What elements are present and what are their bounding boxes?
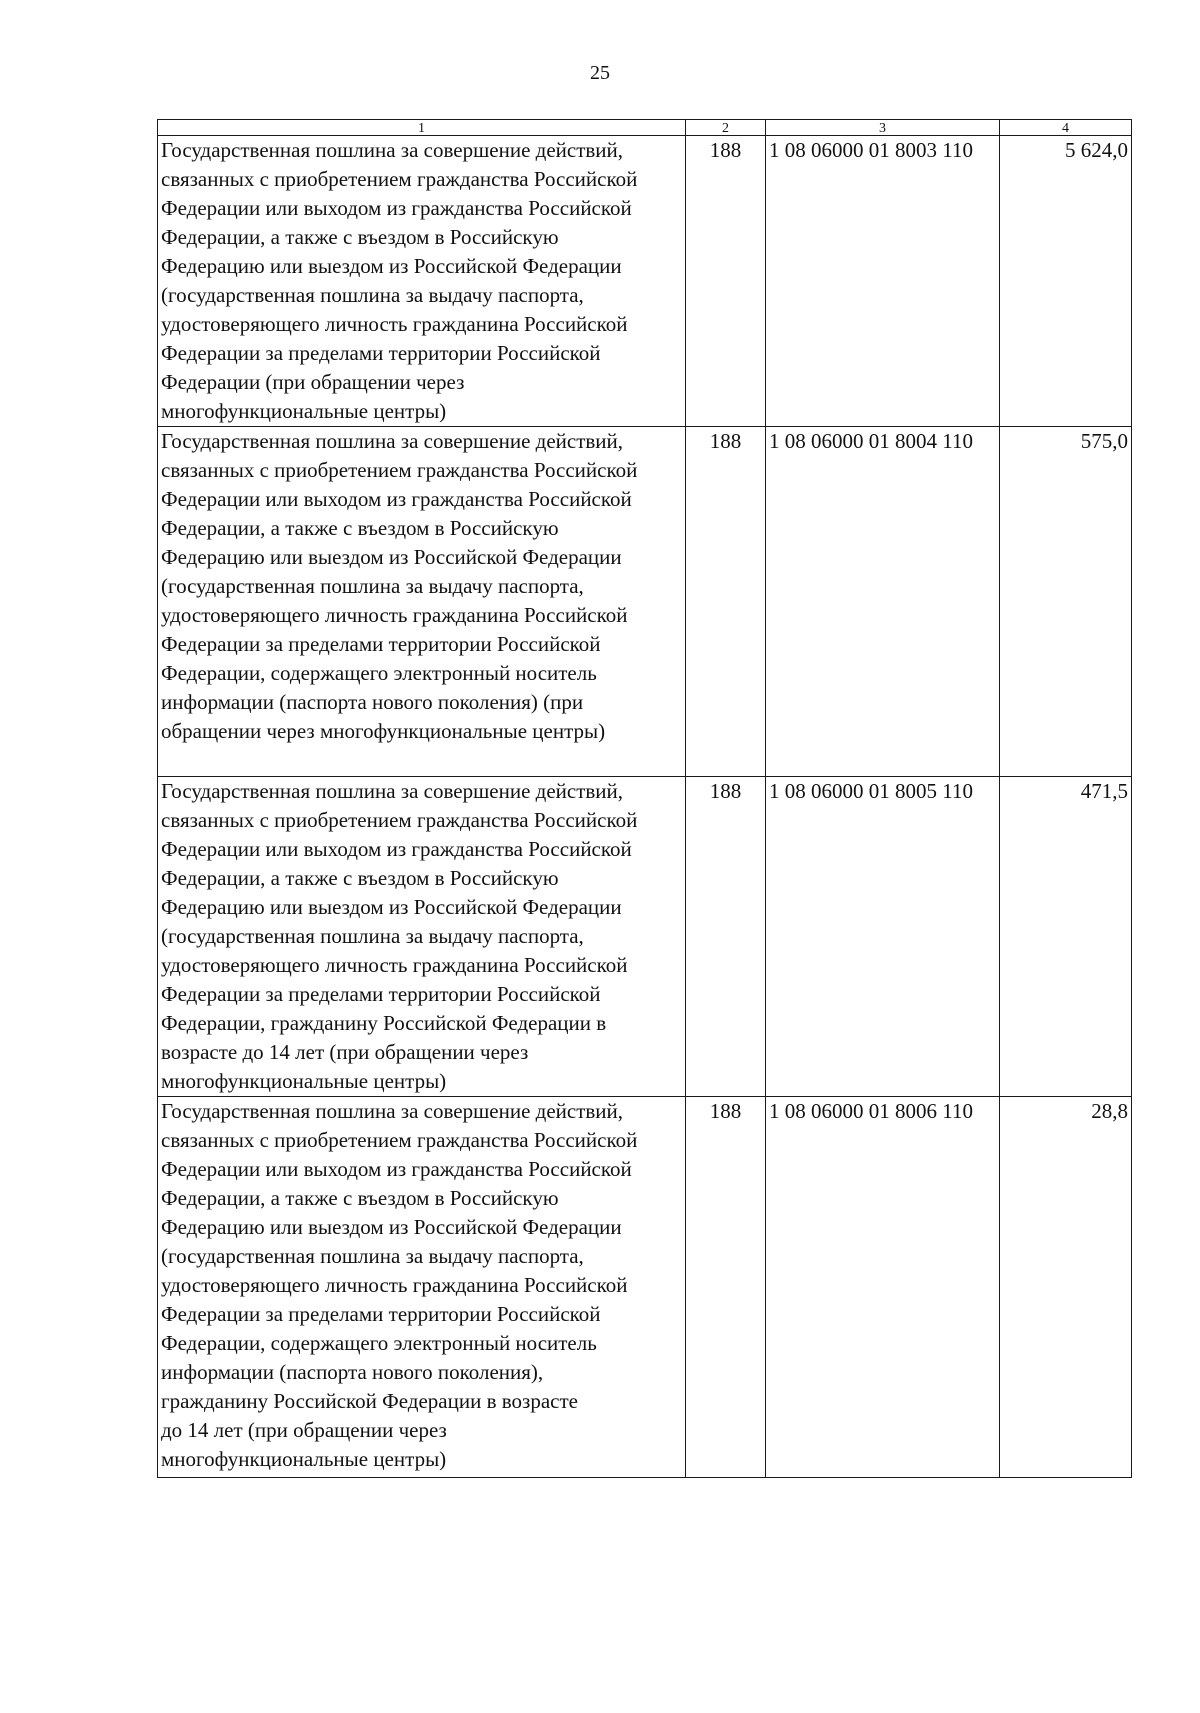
amount-value: 5 624,0 — [1000, 136, 1132, 427]
budget-classification-code: 1 08 06000 01 8003 110 — [766, 136, 1000, 427]
description-line: многофункциональные центры) — [161, 1447, 447, 1471]
description-line: обращении через многофункциональные центры) — [161, 719, 606, 743]
description-line: Федерации за пределами территории Российской — [161, 341, 601, 365]
description-line: Федерацию или выездом из Российской Федерации — [161, 545, 622, 569]
administrator-code: 188 — [686, 136, 766, 427]
description-line: информации (паспорта нового поколения) (при — [161, 690, 584, 714]
description-line: многофункциональные центры) — [161, 1069, 447, 1093]
amount-value: 471,5 — [1000, 777, 1132, 1097]
column-number-4: 4 — [1000, 120, 1132, 136]
description-line: Федерации, содержащего электронный носитель — [161, 1331, 597, 1355]
fees-table — [157, 119, 1132, 1478]
table-row — [158, 777, 1132, 1097]
table-row — [158, 1097, 1132, 1478]
description-line: удостоверяющего личность гражданина Российской — [161, 312, 628, 336]
description-line: Федерацию или выездом из Российской Федерации — [161, 1215, 622, 1239]
description-line: Государственная пошлина за совершение действий, — [161, 779, 624, 803]
description-line: Федерации за пределами территории Российской — [161, 632, 601, 656]
budget-classification-code: 1 08 06000 01 8004 110 — [766, 427, 1000, 777]
description-line: информации (паспорта нового поколения), — [161, 1360, 544, 1384]
description-line: Федерации, содержащего электронный носитель — [161, 661, 597, 685]
description-line: Федерации или выходом из гражданства Российской — [161, 196, 632, 220]
table-row — [158, 427, 1132, 777]
description-line: Государственная пошлина за совершение действий, — [161, 1099, 624, 1123]
budget-classification-code: 1 08 06000 01 8006 110 — [766, 1097, 1000, 1478]
column-number-3: 3 — [766, 120, 1000, 136]
description-line: возрасте до 14 лет (при обращении через — [161, 1040, 529, 1064]
administrator-code: 188 — [686, 1097, 766, 1478]
table-row — [158, 136, 1132, 427]
fee-description — [158, 427, 686, 777]
description-line: Федерации, а также с въездом в Российскую — [161, 516, 559, 540]
description-line: Федерации или выходом из гражданства Российской — [161, 1157, 632, 1181]
description-line: Федерацию или выездом из Российской Федерации — [161, 254, 622, 278]
description-line: Государственная пошлина за совершение действий, — [161, 429, 624, 453]
description-line: Федерации, гражданину Российской Федерации в — [161, 1011, 607, 1035]
description-line: удостоверяющего личность гражданина Российской — [161, 1273, 628, 1297]
description-line: Федерации или выходом из гражданства Российской — [161, 487, 632, 511]
budget-classification-code: 1 08 06000 01 8005 110 — [766, 777, 1000, 1097]
description-line: Федерации (при обращении через — [161, 370, 465, 394]
description-line: удостоверяющего личность гражданина Российской — [161, 603, 628, 627]
description-line: удостоверяющего личность гражданина Российской — [161, 953, 628, 977]
description-line: связанных с приобретением гражданства Российской — [161, 167, 638, 191]
fee-description — [158, 1097, 686, 1478]
description-line: (государственная пошлина за выдачу паспорта, — [161, 1244, 584, 1268]
amount-value: 575,0 — [1000, 427, 1132, 777]
description-line: связанных с приобретением гражданства Российской — [161, 808, 638, 832]
column-number-2: 2 — [686, 120, 766, 136]
amount-value: 28,8 — [1000, 1097, 1132, 1478]
description-line: гражданину Российской Федерации в возрасте — [161, 1389, 578, 1413]
description-line: (государственная пошлина за выдачу паспорта, — [161, 924, 584, 948]
column-number-1: 1 — [158, 120, 686, 136]
description-line: Федерации, а также с въездом в Российскую — [161, 866, 559, 890]
fee-description — [158, 777, 686, 1097]
description-line: (государственная пошлина за выдачу паспорта, — [161, 283, 584, 307]
description-line: Государственная пошлина за совершение действий, — [161, 138, 624, 162]
description-line: Федерации или выходом из гражданства Российской — [161, 837, 632, 861]
description-line: Федерации, а также с въездом в Российскую — [161, 1186, 559, 1210]
description-line: связанных с приобретением гражданства Российской — [161, 458, 638, 482]
description-line: (государственная пошлина за выдачу паспорта, — [161, 574, 584, 598]
description-line: Федерации, а также с въездом в Российскую — [161, 225, 559, 249]
description-line: связанных с приобретением гражданства Российской — [161, 1128, 638, 1152]
page-number: 25 — [590, 62, 610, 84]
description-line: Федерации за пределами территории Российской — [161, 1302, 601, 1326]
fee-description — [158, 136, 686, 427]
description-line: до 14 лет (при обращении через — [161, 1418, 447, 1442]
administrator-code: 188 — [686, 777, 766, 1097]
administrator-code: 188 — [686, 427, 766, 777]
description-line: Федерации за пределами территории Российской — [161, 982, 601, 1006]
description-line: многофункциональные центры) — [161, 399, 447, 423]
description-line: Федерацию или выездом из Российской Федерации — [161, 895, 622, 919]
table-header-row — [158, 120, 1132, 136]
